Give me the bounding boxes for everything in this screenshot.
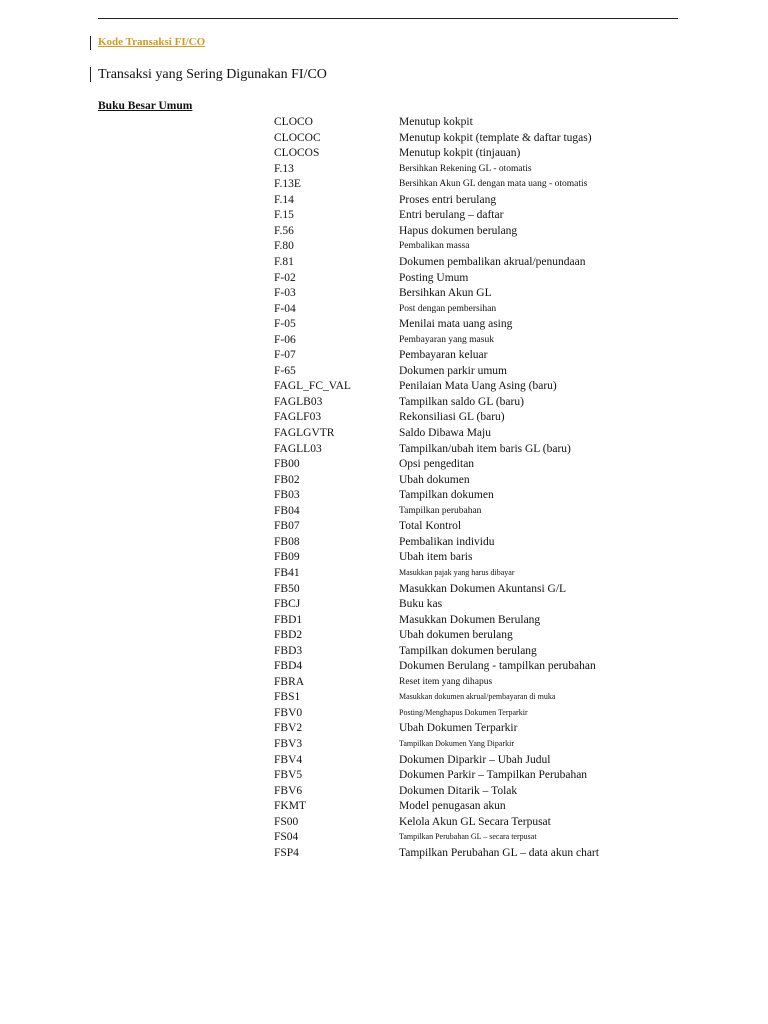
transaction-description: Dokumen Berulang - tampilkan perubahan	[399, 660, 596, 673]
transaction-code: FB09	[274, 551, 300, 564]
transaction-code: FS04	[274, 831, 299, 844]
transaction-description: Tampilkan saldo GL (baru)	[399, 395, 524, 408]
transaction-code: FKMT	[274, 800, 306, 813]
transaction-row	[274, 551, 694, 567]
transaction-row	[274, 738, 694, 754]
transaction-code: CLOCOS	[274, 147, 320, 160]
transaction-description: Bersihkan Akun GL dengan mata uang - otomatis	[399, 179, 588, 190]
transaction-code: FS00	[274, 815, 299, 828]
transaction-code: F-02	[274, 271, 296, 284]
transaction-description: Penilaian Mata Uang Asing (baru)	[399, 380, 557, 393]
transaction-code: FB00	[274, 458, 300, 471]
transaction-description: Rekonsiliasi GL (baru)	[399, 411, 505, 424]
transaction-row	[274, 411, 694, 427]
transaction-row	[274, 178, 694, 194]
transaction-row	[274, 240, 694, 256]
transaction-row	[274, 598, 694, 614]
transaction-row	[274, 567, 694, 583]
transaction-description: Masukkan Dokumen Akuntansi G/L	[399, 582, 567, 595]
transaction-code: FBV5	[274, 769, 303, 782]
transaction-row	[274, 722, 694, 738]
transaction-row	[274, 676, 694, 692]
transaction-code: FAGLF03	[274, 411, 322, 424]
section-heading: Buku Besar Umum	[98, 100, 193, 112]
transaction-code: FB07	[274, 520, 300, 533]
transaction-description: Dokumen pembalikan akrual/penundaan	[399, 255, 586, 268]
transaction-description: Menutup kokpit (tinjauan)	[399, 147, 521, 160]
transaction-description: Ubah item baris	[399, 551, 473, 564]
transaction-row	[274, 474, 694, 490]
transaction-code: FBD1	[274, 613, 303, 626]
transaction-code: FSP4	[274, 846, 299, 859]
transaction-code: FAGLL03	[274, 442, 322, 455]
transaction-code: FAGLGVTR	[274, 427, 335, 439]
transaction-description: Ubah dokumen berulang	[399, 629, 513, 642]
transaction-row	[274, 396, 694, 412]
transaction-code: FBRA	[274, 675, 305, 688]
transaction-description: Tampilkan dokumen berulang	[399, 644, 537, 657]
transaction-code: FB08	[274, 535, 300, 548]
transaction-row	[274, 847, 694, 863]
transaction-row	[274, 318, 694, 334]
transaction-code: F-07	[274, 349, 296, 362]
transaction-row	[274, 365, 694, 381]
transaction-row	[274, 629, 694, 645]
subtitle-margin-bar	[90, 67, 91, 82]
transaction-description: Posting/Menghapus Dokumen Terparkir	[399, 707, 528, 717]
transaction-row	[274, 147, 694, 163]
transaction-description: Saldo Dibawa Maju	[399, 427, 491, 439]
transaction-row	[274, 163, 694, 179]
transaction-description: Tampilkan Dokumen Yang Diparkir	[399, 739, 514, 748]
transaction-description: Tampilkan perubahan	[399, 505, 482, 516]
transaction-row	[274, 427, 694, 443]
transaction-row	[274, 769, 694, 785]
transaction-description: Dokumen parkir umum	[399, 364, 507, 377]
transaction-row	[274, 816, 694, 832]
title-margin-bar	[90, 36, 91, 50]
transaction-description: Tampilkan Perubahan GL – secara terpusat	[399, 832, 537, 842]
transaction-row	[274, 272, 694, 288]
transaction-code: FBD2	[274, 629, 303, 642]
transaction-row	[274, 443, 694, 459]
transaction-row	[274, 256, 694, 272]
transaction-description: Pembayaran keluar	[399, 349, 488, 362]
transaction-code: FB02	[274, 473, 300, 486]
transaction-code: F.56	[274, 224, 294, 237]
transaction-row	[274, 660, 694, 676]
transaction-description: Kelola Akun GL Secara Terpusat	[399, 815, 551, 828]
transaction-description: Masukkan pajak yang harus dibayar	[399, 567, 515, 577]
transaction-description: Entri berulang – daftar	[399, 209, 504, 222]
transaction-row	[274, 349, 694, 365]
transaction-row	[274, 303, 694, 319]
transaction-description: Ubah Dokumen Terparkir	[399, 722, 518, 735]
transaction-description: Dokumen Parkir – Tampilkan Perubahan	[399, 769, 588, 782]
page-subtitle: Transaksi yang Sering Digunakan FI/CO	[98, 67, 327, 82]
transaction-description: Dokumen Diparkir – Ubah Judul	[399, 753, 551, 766]
transaction-code: FBD3	[274, 644, 303, 657]
transaction-description: Buku kas	[399, 598, 443, 611]
transaction-code: F-06	[274, 333, 296, 346]
transaction-row	[274, 194, 694, 210]
transaction-code: FB04	[274, 504, 300, 517]
transaction-row	[274, 458, 694, 474]
transaction-row	[274, 132, 694, 148]
transaction-code: F-04	[274, 302, 296, 315]
transaction-description: Dokumen Ditarik – Tolak	[399, 784, 518, 797]
transaction-description: Opsi pengeditan	[399, 458, 475, 471]
transaction-code: FBV2	[274, 722, 303, 735]
transaction-row	[274, 489, 694, 505]
transaction-code: F-65	[274, 364, 296, 377]
transaction-row	[274, 614, 694, 630]
document-title-link[interactable]: Kode Transaksi FI/CO	[98, 36, 206, 48]
transaction-code: FB03	[274, 489, 300, 502]
transaction-row	[274, 645, 694, 661]
transaction-row	[274, 334, 694, 350]
transaction-description: Hapus dokumen berulang	[399, 224, 518, 237]
transaction-code: FB50	[274, 582, 300, 595]
transaction-description: Masukkan dokumen akrual/pembayaran di muka	[399, 692, 556, 702]
transaction-row	[274, 536, 694, 552]
transaction-code: FBS1	[274, 691, 301, 704]
transaction-code: CLOCOC	[274, 131, 321, 144]
transaction-description: Menilai mata uang asing	[399, 318, 513, 331]
transaction-row	[274, 785, 694, 801]
transaction-description: Bersihkan Rekening GL - otomatis	[399, 163, 532, 174]
transaction-description: Bersihkan Akun GL	[399, 287, 492, 300]
transaction-row	[274, 225, 694, 241]
transaction-row	[274, 380, 694, 396]
transaction-code: F.81	[274, 255, 294, 268]
transaction-code: F.14	[274, 193, 294, 206]
transaction-code: FBCJ	[274, 598, 301, 611]
transaction-row	[274, 583, 694, 599]
transaction-description: Pembayaran yang masuk	[399, 334, 494, 345]
transaction-code: F.15	[274, 209, 294, 222]
transaction-row	[274, 505, 694, 521]
transaction-code: FBV0	[274, 706, 303, 719]
transaction-code: FAGLB03	[274, 395, 323, 408]
transaction-code: F-03	[274, 287, 296, 300]
transaction-row	[274, 754, 694, 770]
transaction-row	[274, 707, 694, 723]
transaction-code: FAGL_FC_VAL	[274, 380, 351, 393]
transaction-row	[274, 831, 694, 847]
transaction-code: F.13E	[274, 178, 301, 191]
transaction-code: F-05	[274, 318, 296, 331]
transaction-description: Tampilkan dokumen	[399, 489, 494, 502]
transaction-description: Tampilkan Perubahan GL – data akun chart	[399, 846, 599, 859]
transaction-row	[274, 691, 694, 707]
transaction-row	[274, 520, 694, 536]
transaction-row	[274, 800, 694, 816]
transaction-code: CLOCO	[274, 116, 313, 128]
transaction-description: Tampilkan/ubah item baris GL (baru)	[399, 442, 571, 455]
transaction-description: Menutup kokpit (template & daftar tugas)	[399, 131, 592, 144]
transaction-row	[274, 116, 694, 132]
transaction-description: Pembalikan massa	[399, 241, 470, 252]
transaction-code: FBD4	[274, 660, 303, 673]
transaction-description: Proses entri berulang	[399, 193, 497, 206]
transaction-code: FBV6	[274, 784, 303, 797]
transaction-description: Menutup kokpit	[399, 116, 473, 128]
top-divider	[98, 18, 678, 19]
transaction-code: F.80	[274, 240, 294, 253]
transaction-code: FBV4	[274, 753, 303, 766]
transaction-description: Post dengan pembersihan	[399, 303, 497, 314]
transaction-description: Total Kontrol	[399, 520, 462, 533]
transaction-code: FBV3	[274, 738, 303, 750]
transaction-description: Masukkan Dokumen Berulang	[399, 613, 541, 626]
transaction-description: Reset item yang dihapus	[399, 676, 493, 687]
transaction-description: Model penugasan akun	[399, 800, 506, 813]
transaction-row	[274, 287, 694, 303]
transaction-description: Posting Umum	[399, 271, 469, 284]
transaction-code: F.13	[274, 162, 294, 175]
transaction-description: Ubah dokumen	[399, 473, 470, 486]
transaction-row	[274, 209, 694, 225]
transaction-description: Pembalikan individu	[399, 535, 495, 548]
transaction-code: FB41	[274, 566, 300, 579]
